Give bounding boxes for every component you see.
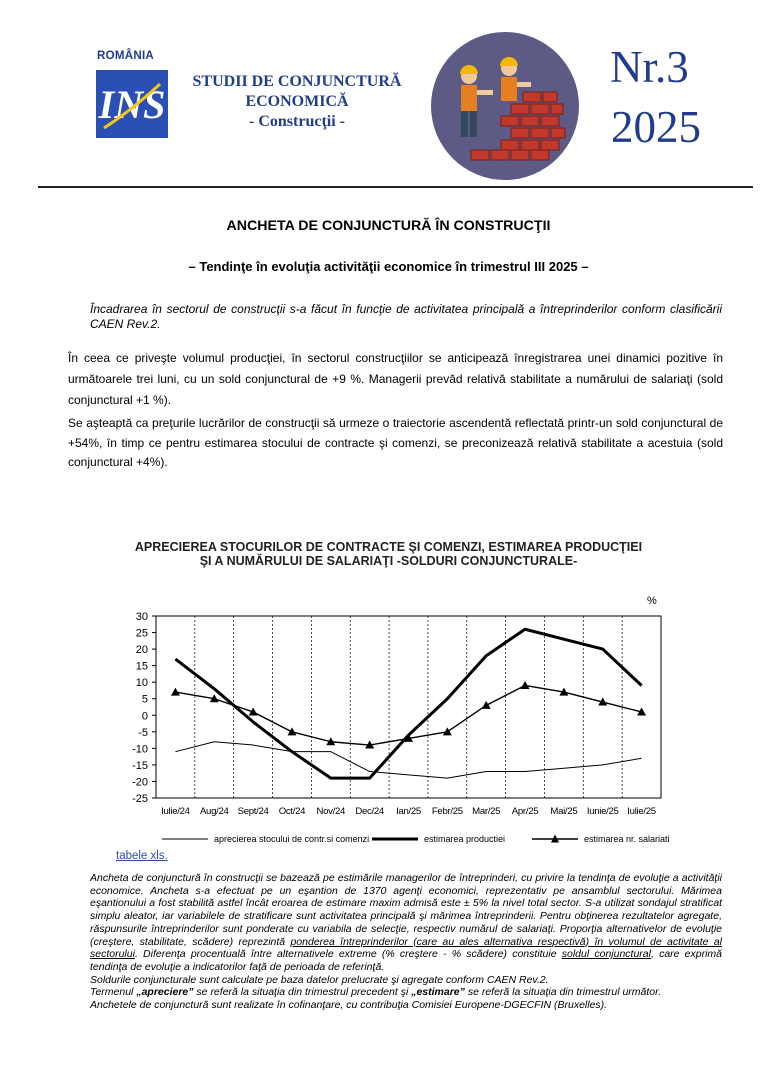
intro-paragraph: Încadrarea în sectorul de construcţii s-a făcut în funcţie de activitatea principală a întreprinderilor conform clasificării CAEN Rev.2. — [90, 302, 722, 331]
y-tick-label: 5 — [141, 693, 148, 706]
y-tick-label: 30 — [135, 611, 148, 623]
chart-title-line1: APRECIEREA STOCURILOR DE CONTRACTE ŞI COMENZI, ESTIMAREA PRODUCŢIEI — [134, 540, 643, 554]
publication-line2: ECONOMICĂ — [245, 93, 349, 110]
ins-logo — [96, 70, 168, 138]
paragraph-prices: Se aşteaptă ca preţurile lucrărilor de construcţii să urmeze o traiectorie ascendentă reflectată printr-un sold conjunctural de +54%, în timp ce pentru estimarea stocului de contracte şi comenzi, se preconizează relativă stabilitate a acestuia (sold conjunctural +4%). — [68, 416, 723, 469]
y-tick-label: -15 — [132, 759, 148, 772]
x-tick-label: Oct/24 — [278, 806, 306, 817]
legend-label-1: aprecierea stocului de contr.si comenzi — [214, 834, 370, 844]
x-tick-label: Ian/25 — [396, 806, 421, 817]
header-divider — [38, 186, 753, 188]
y-tick-label: -20 — [132, 776, 148, 789]
document-subtitle: – Tendinţe în evoluţia activităţii economice în trimestrul III 2025 – — [188, 259, 589, 274]
series-line-1 — [175, 742, 641, 778]
line-chart — [100, 590, 690, 845]
data-point-3 — [482, 701, 491, 709]
issue-number: Nr.3 — [610, 42, 689, 92]
chart-title-line2: ŞI A NUMĂRULUI DE SALARIAŢI -SOLDURI CONJUNCTURALE- — [199, 554, 578, 568]
x-tick-label: Nov/24 — [316, 806, 346, 817]
data-point-3 — [521, 681, 530, 689]
note-methodology: Ancheta de conjunctură în construcţii se bazează pe estimările managerilor de întreprinderi, cu privire la tendinţa de evoluţie a activităţii economice. Ancheta s-a efectuat pe un eşantion de 1370 agenţi economici, reprezentativ pe ansamblul sectorului. Mărimea eşantionului a fost stabilită astfel încât eroarea de estimare maxim admisă este ± 5% la nivel total sector. S-a utilizat sondajul stratificat simplu aleator, iar variabilele de stratificare sunt activitatea principală şi mărimea întreprinderii. Pentru obţinerea rezultatelor agregate, răspunsurile întreprinderilor sunt ponderate cu variabila de selecţie, respectiv numărul de salariaţi. Proporţia alternativelor de evoluţie (creştere, stabilitate, scădere) reprezintă ponderea întreprinderilor (care au ales alternativa respectivă) în volumul de activitate al sectorului. Diferenţa procentuală între alternativele extreme (% creştere - % scădere) constituie soldul conjunctural, care exprimă tendinţa de evoluţie a indicatorilor faţă de perioada de referinţă. — [90, 872, 723, 973]
note-cofinancing: Anchetele de conjunctură sunt realizate în cofinanţare, cu contribuţia Comisiei Europene-DGECFIN (Bruxelles). — [90, 999, 608, 1012]
legend-label-2: estimarea productiei — [424, 834, 506, 844]
x-tick-label: Febr/25 — [431, 806, 463, 817]
y-tick-label: -10 — [132, 743, 148, 756]
x-tick-label: Mai/25 — [550, 806, 578, 817]
tables-xls-link[interactable]: tabele xls. — [116, 850, 168, 862]
publication-line1: STUDII DE CONJUNCTURĂ — [192, 73, 402, 90]
data-point-3 — [443, 727, 452, 735]
paragraph-production: În ceea ce priveşte volumul producţiei, în sectorul construcţiilor se anticipează înregistrarea unei dinamici pozitive în următoarele trei luni, cu un sold conjunctural de +9 %. Managerii prevăd relativă stabilitate a numărului de salariaţi (sold conjunctural +1 %). — [68, 351, 723, 407]
series-line-2 — [175, 629, 641, 778]
data-point-3 — [287, 727, 296, 735]
logo-text: INS — [98, 82, 166, 127]
methodology-notes — [90, 872, 722, 1012]
issue-year: 2025 — [611, 102, 701, 152]
x-tick-label: Dec/24 — [355, 806, 384, 817]
x-tick-label: Sept/24 — [237, 806, 269, 817]
y-tick-label: 10 — [135, 677, 148, 690]
country-label: ROMÂNIA — [97, 50, 155, 62]
note-caen: Soldurile conjuncturale sunt calculate pe baza datelor prelucrate şi agregate conform CAEN Rev.2. — [90, 973, 549, 986]
y-tick-label: 20 — [135, 644, 148, 657]
note-terms: Termenul „apreciere” se referă la situaţia din trimestrul precedent şi „estimare” se referă la situaţia din trimestrul următor. — [90, 986, 662, 999]
data-point-3 — [171, 688, 180, 696]
note-underlined-balance: soldul conjunctural — [561, 948, 651, 961]
x-tick-label: Iunie/25 — [586, 806, 619, 817]
ins-logo-graphic — [96, 70, 168, 138]
y-tick-label: 25 — [135, 627, 148, 640]
y-unit-label: % — [647, 595, 657, 607]
publication-name — [172, 72, 422, 132]
publication-line3: - Construcţii - — [249, 113, 345, 130]
x-tick-label: Iulie/24 — [161, 806, 190, 817]
x-tick-label: Aug/24 — [199, 806, 229, 817]
x-tick-label: Mar/25 — [472, 806, 501, 817]
x-tick-label: Apr/25 — [511, 806, 539, 817]
y-tick-label: -5 — [138, 726, 148, 739]
y-tick-label: -25 — [132, 793, 148, 805]
y-tick-label: 0 — [141, 710, 148, 723]
document-title: ANCHETA DE CONJUNCTURĂ ÎN CONSTRUCŢII — [226, 218, 551, 234]
x-tick-label: Iulie/25 — [627, 806, 656, 817]
legend-label-3: estimarea nr. salariati — [584, 834, 670, 844]
construction-workers-illustration — [431, 32, 579, 180]
chart-title — [0, 540, 777, 568]
note-underlined-weight: ponderea întreprinderilor (care au ales alternativa respectivă) în volumul de activitate al sectorului — [90, 935, 722, 961]
y-tick-label: 15 — [135, 660, 148, 673]
